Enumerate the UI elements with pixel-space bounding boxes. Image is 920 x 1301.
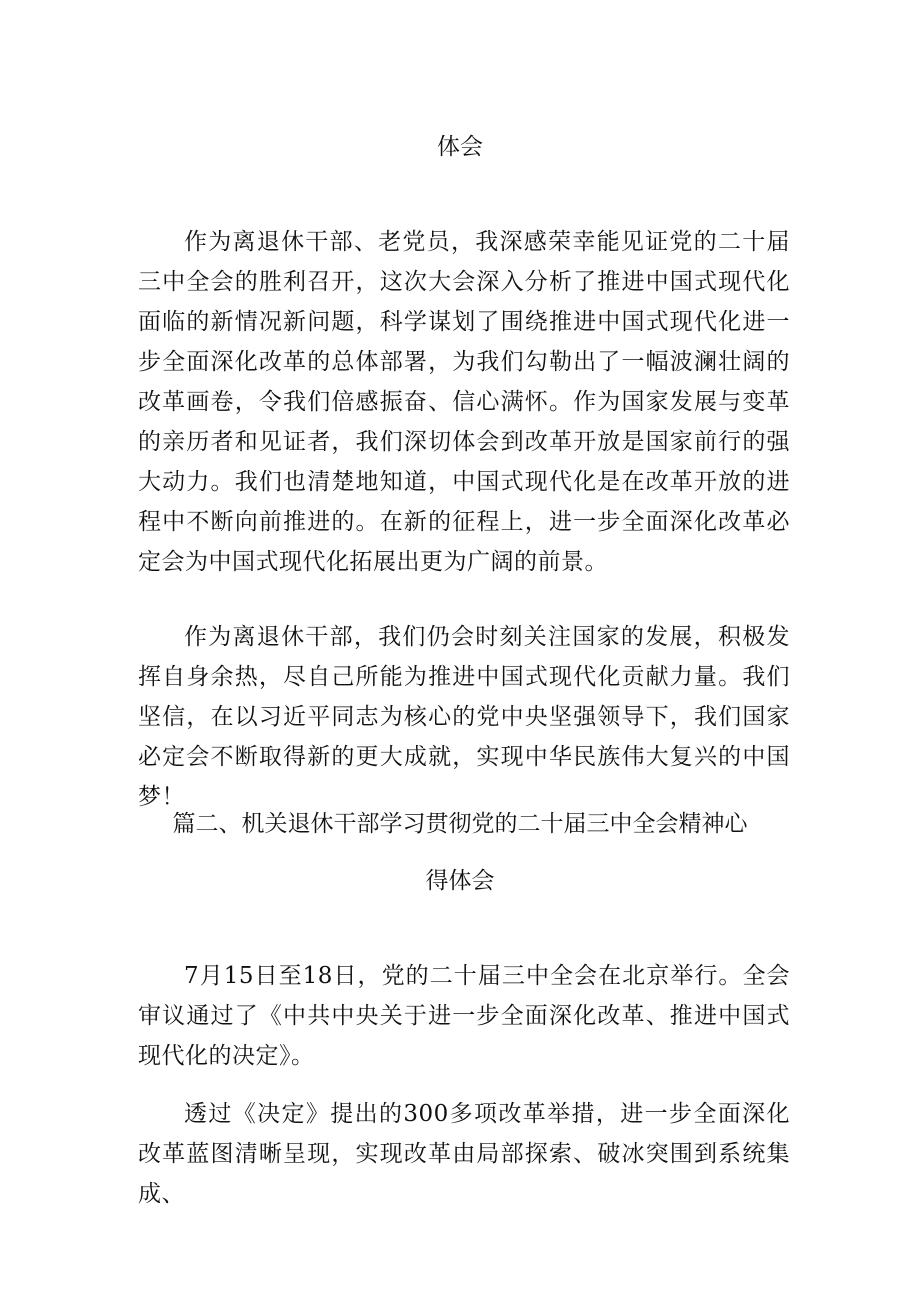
- section2-heading-line2: 得体会: [425, 868, 495, 894]
- section2-paragraph-2: 透过《决定》提出的300多项改革举措，进一步全面深化改革蓝图清晰呈现，实现改革由局部探索、破冰突围到系统集成、: [138, 1101, 790, 1207]
- section2-paragraph-1: 7月15日至18日，党的二十届三中全会在北京举行。全会审议通过了《中共中央关于进一步全面深化改革、推进中国式现代化的决定》。: [138, 963, 790, 1069]
- section1-heading-tail: 体会: [437, 134, 483, 160]
- section2-heading-line1: 篇二、机关退休干部学习贯彻党的二十届三中全会精神心: [172, 811, 748, 837]
- section1-paragraph-1: 作为离退休干部、老党员，我深感荣幸能见证党的二十届三中全会的胜利召开，这次大会深入分析了推进中国式现代化面临的新情况新问题，科学谋划了围绕推进中国式现代化进一步全面深化改革的总体部署，为我们勾勒出了一幅波澜壮阔的改革画卷，令我们倍感振奋、信心满怀。作为国家发展与变革的亲历者和见证者，我们深切体会到改革开放是国家前行的强大动力。我们也清楚地知道，中国式现代化是在改革开放的进程中不断向前推进的。在新的征程上，进一步全面深化改革必定会为中国式现代化拓展出更为广阔的前景。: [138, 229, 790, 575]
- section1-paragraph-2: 作为离退休干部，我们仍会时刻关注国家的发展，积极发挥自身余热，尽自己所能为推进中国式现代化贡献力量。我们坚信，在以习近平同志为核心的党中央坚强领导下，我们国家必定会不断取得新的更大成就，实现中华民族伟大复兴的中国梦！: [138, 624, 790, 810]
